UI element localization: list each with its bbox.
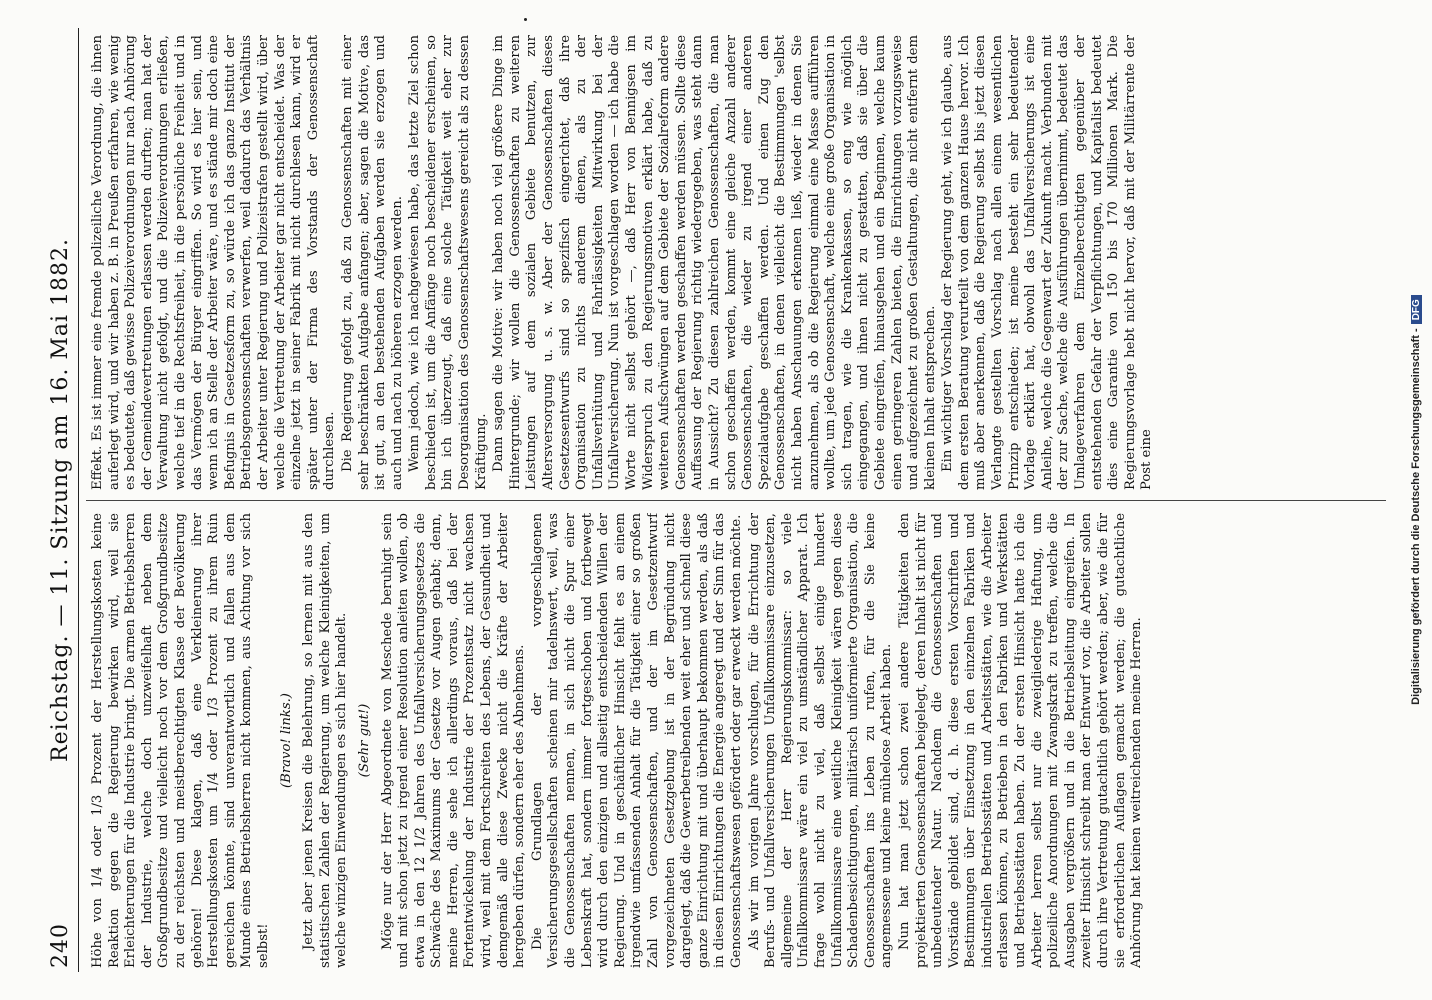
interjection: (Sehr gut!) — [356, 703, 372, 778]
left-column — [90, 513, 1386, 968]
paragraph: Höhe von 1/4 oder 1/3 Prozent der Herstellungskosten keine Reaktion gegen die Regierung bewirken wird, weil sie Erleichterungen für die Industrie bringt. Die armen Betriebsherren der Industrie, welche doch unzweifelhaft neben dem Großgrundbesitze und vielleicht noch vor dem Großgrundbesitze zu der reichsten und meistberechtigten Klasse der Bevölkerung gehören! Diese klagen, daß eine Verkleinerung ihrer Herstellungskosten um 1/4 oder 1/3 Prozent zu ihrem Ruin gereichen könnte, sind unverantwortlich und fallen aus dem Munde eines Betriebsherren nicht kommen, aus Achtung vor sich selbst! — [90, 513, 271, 968]
credit-text: Digitalisierung gefördert durch die Deutsche Forschungsgemeinschaft - — [1410, 328, 1422, 705]
column-divider — [86, 500, 1386, 501]
rotated-sheet — [26, 20, 1406, 980]
paragraph: Effekt. Es ist immer eine fremde polizeiliche Verordnung, die ihnen auferlegt wird, und wir haben z. B. in Preußen erfahren, wie wenig es bedeutete, daß gewisse Polizeiverordnungen nur nach Anhörung der Gemeindevertretungen erlassen werden durften; man hat der Verwaltung nicht gefolgt, und die Polizeiverordnungen erließen, welche tief in die Rechtsfreiheit, in die persönliche Freiheit und in das Vermögen der Bürger eingriffen. So wird es hier sein, und wenn ich an Stelle der Arbeiter wäre, und es stände mir doch eine Befugnis in Gesetzesform zu, so würde ich das ganze Institut der Betriebsgenossenschaften verwerfen, weil dadurch das Verhältnis der Arbeiter unter Regierung und Polizeistrafen gestellt wird, über welche die Vertretung der Arbeiter gar nicht entscheidet. Was der einzelne jetzt in seiner Fabrik mit nicht durchlesen kann, wird er später unter der Firma des Vorstands der Genossenschaft durchlesen. — [90, 35, 338, 490]
dfg-logo: DFG — [1411, 295, 1422, 324]
paragraph: Die Regierung gefolgt zu, daß zu Genossenschaften mit einer sehr beschränkten Aufgabe anfangen; aber, sagen die Motive, das ist gut, an den bestehenden Aufgaben werden sie erzogen und auch und nach zu höheren erzogen werden. — [339, 35, 405, 490]
paragraph: Dann sagen die Motive: wir haben noch viel größere Dinge im Hintergrunde; wir wollen die Genossenschaften zu weiteren Leistungen auf dem sozialen Gebiete benutzen, zur Altersversorgung u. s. w. Aber der Genossenschaften dieses Gesetzesentwurfs sind so spezifisch eingerichtet, daß ihre Organisation zu nichts anderem dienen, als zu der Unfallsverhütung und Fahrlässigkeiten Mitwirkung bei der Unfallversicherung. Nun ist vorgeschlagen worden — ich habe die Worte nicht selbst gehört —, daß Herr von Bennigsen im Widerspruch zu den Regierungsmotiven erklärt habe, daß zu weiteren Aufschwüngen auf dem Gebiete der Sozialreform andere Genossenschaften werden geschaffen werden müssen. Sollte diese Auffassung der Regierung richtig wiedergegeben, was steht dann in Aussicht? Zu diesen zahlreichen Genossenschaften, die man schon geschaffen werden, kommt eine gleiche Anzahl anderer Genossenschaften, die wieder zu irgend einer anderen Spezialaufgabe geschaffen werden. Und einen Zug den Genossenschaften, in denen vielleicht die Bestimmungen 'selbst nicht haben Anschauungen erkennen ließ, wieder in denen Sie anzunehmen, als ob die Regierung einmal eine Masse aufführen wollte, um jede Genossenschaft, welche eine große Organisation in sich tragen, wie die Krankenkassen, so eng wie möglich eingegangen, und ihnen nicht zu gestatten, daß sie über die Gebiete eingreifen, hinausgehen und ein Beginnen, welche kaum einen geringeren Zahlen bieten, die Einrichtungen vorzugsweise und aufgezeichnet zu großen Gestaltungen, die nicht entfernt dem kleinen Inhalt entsprechen. — [491, 35, 938, 490]
paragraph: Jetzt aber jenen Kreisen die Belehrung, so lernen mit aus den statistischen Zahlen der Regierung, um welche Kleinigkeiten, um welche winzigen Einwendungen es sich hier handelt. — [301, 513, 350, 968]
paragraph: Wenn jedoch, wie ich nachgewiesen habe, das letzte Ziel schon beschieden ist, um die Anfänge noch bescheidener erscheinen, so bin ich überzeugt, daß eine solche Tätigkeit weit eher zur Desorganisation des Genossenschaftswesens gereicht als zu dessen Kräftigung. — [407, 35, 489, 490]
digitization-credit — [1410, 10, 1426, 990]
page-header — [48, 28, 79, 972]
paragraph: Möge nur der Herr Abgeordnete von Meschede beruhigt sein und mit schon jetzt zu irgend einer Resolution anleiten wollen, ob etwa in den 12 1/2 Jahren des Unfallversicherungsgesetzes die Schwäche des Maximums der Gesetze vor Augen gehabt; denn, meine Herren, die sehe ich allerdings voraus, daß bei der Fortentwickelung der Industrie der Prozentsatz nicht wachsen wird, weil mit dem Fortschreiten des Lebens, der Gesundheit und demgemäß alle diese Zwecke nicht die Kräfte der Arbeiter hergeben dürfen, sondern eher des Abnehmens. — [379, 513, 528, 968]
paragraph: Die Grundlagen der vorgeschlagenen Versicherungsgesellschaften scheinen mir tadelnswert, weil, was die Genossenschaften nennen, in sich nicht die Spur einer Lebenskraft hat, sondern immer fortgeschoben und fortbewegt wird durch den einzigen und allseitig entscheidenden Willen der Regierung. Und in geschäftlicher Hinsicht fehlt es an einem irgendwie umfassenden Anhalt für die Tätigkeit einer so großen Zahl von Genossenschaften, und der im Gesetzentwurf vorgezeichneten Gesetzgebung ist in der Begründung nicht dargelegt, daß die Gewerbetreibenden weit eher und schnell diese ganze Einrichtung mit und überhaupt bekommen werden, als daß in diesen Einrichtungen die Energie angeregt und der Sinn für das Genossenschaftswesen gefördert oder gar erweckt werden möchte. — [529, 513, 744, 968]
page-number: 240 — [48, 923, 73, 968]
right-column — [90, 35, 1386, 490]
paragraph: Als wir im vorigen Jahre vorschlugen, für die Errichtung der Berufs- und Unfallversicherungen Unfallkommissare einzusetzen, allgemeine der Herr Regierungskommissar: so viele Unfallkommissare wäre ein viel zu umständlicher Apparat. Ich frage wohl nicht zu viel, daß selbst einige hundert Unfallkommissare eine weitliche Kleinigkeit wären gegen diese Schadenbesichtigungen, militärisch uniformierte Organisation, die Genossenschaften ins Leben zu rufen, für die Sie keine angemessene und keine mühelose Arbeit haben. — [746, 513, 895, 968]
interjection: (Bravo! links.) — [278, 693, 294, 788]
paragraph: Nun hat man jetzt schon zwei andere Tätigkeiten den projektierten Genossenschaften beigelegt, deren Inhalt ist nicht für unbedeutender Natur. Nachdem die Genossenschaften und Vorstände gebildet sind, d. h. diese ersten Vorschriften und Bestimmungen über Einsetzung in den einzelnen Fabriken und industriellen Betriebsstätten und Arbeitsstätten, wie die Arbeiter erlassen können, zu Betrieben in den Fabriken und Werkstätten und Betriebsstätten haben. Zu der ersten Hinsicht hatte ich die Arbeiter herren selbst nur die zweigliederige Haftung, um polizeiliche Anordnungen mit Zwangskraft zu treffen, welche die Ausgaben vergrößern und in die Betriebsleitung eingreifen. In zweiter Hinsicht schreibt man der Entwurf vor, die Arbeiter sollen durch ihre Vertretung gutachtlich gehört werden; aber, wie die für sie erforderlichen Auflagen gemacht werden; die gutachtliche Anhörung hat keinen weitreichenden meine Herren. — [896, 513, 1145, 968]
paragraph: Ein wichtiger Vorschlag der Regierung geht, wie ich glaube, aus dem ersten Beratung verurteilt von dem ganzen Hause hervor. Ich muß aber anerkennen, daß die Regierung selbst bis jetzt diesen Verlangte gestellten Vorschlag nach allen einem wesentlichen Prinzip entschieden; ist meine besteht ein sehr bedeutender Vorlage erklärt hat, obwohl das Unfallversicherungs ist eine Anleihe, welche die Gegenwart der Zukunft macht. Verbunden mit der zur Sache, welche die Ausführungen übernimmt, bedeutet das Umlageverfahren dem Einzelberechtigten gegenüber der entstehenden Gefahr der Verpflichtungen, und Kapitalist bedeutet dies eine Garantie von 150 bis 170 Millionen Mark. Die Regierungsvorlage hebt nicht hervor, daß mit der Militärrente der Post eine — [940, 35, 1155, 490]
print-speck — [524, 18, 527, 21]
page-title: Reichstag. — 11. Sitzung am 16. Mai 1882. — [48, 238, 73, 762]
